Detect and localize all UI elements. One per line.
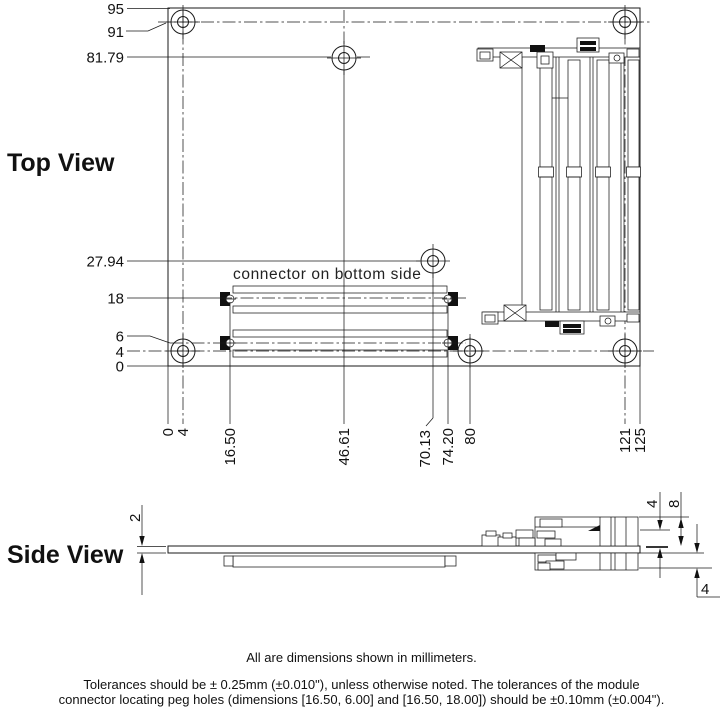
dim-4-bottom: 4 [701,581,710,598]
dim-board-thickness [127,505,166,595]
sodimm-top-latch [477,38,640,68]
side-view-title: Side View [7,541,124,569]
centerlines [127,10,654,424]
dim-74-20: 74.20 [440,428,457,466]
dim-27-94: 27.94 [86,253,124,271]
dim-bottom-clearance [639,524,720,598]
dim-81-79: 81.79 [86,49,124,67]
dim-70-13: 70.13 [417,430,434,468]
dim-stack-height [639,492,689,578]
side-board [168,546,640,553]
dim-4-top: 4 [644,499,661,508]
mounting-hole [608,334,642,368]
mounting-hole [166,5,200,39]
mounting-hole [327,41,361,75]
sodimm-socket-top-view [477,38,641,334]
left-dimension-leaders [126,9,466,367]
peg-holes [224,295,454,347]
side-bottom-connector [224,556,456,567]
units-note: All are dimensions shown in millimeters. [246,650,477,665]
dim-b0: 0 [160,428,177,437]
top-view-title: Top View [7,149,115,177]
side-sodimm-lower [535,553,638,570]
dim-0: 0 [115,358,124,376]
dim-46-61: 46.61 [336,428,353,466]
dim-125: 125 [632,428,649,454]
mounting-hole [453,334,487,368]
dim-2: 2 [127,513,144,522]
dim-6: 6 [115,328,124,346]
side-view [7,492,720,598]
dim-80: 80 [462,428,479,445]
left-dimension-labels [86,1,124,376]
side-sodimm-upper [482,517,638,546]
dim-16-50: 16.50 [222,428,239,466]
connector-note: connector on bottom side [233,266,422,283]
dim-95: 95 [107,1,124,18]
dim-4: 4 [115,344,124,361]
top-view [7,1,654,468]
dim-18: 18 [107,290,124,308]
tolerance-note-line1: Tolerances should be ± 0.25mm (±0.010"), unless otherwise noted. The tolerances of the module [83,677,640,692]
dim-121: 121 [617,428,634,454]
tolerance-note-line2: connector locating peg holes (dimensions [16.50, 6.00] and [16.50, 18.00]) should be ±0.10mm (±0.004"). [58,692,665,707]
bottom-dimension-labels [160,428,649,468]
dim-91: 91 [107,24,124,41]
dim-8: 8 [666,499,683,508]
dim-b4: 4 [175,428,192,437]
sodimm-bottom-latch [482,305,640,334]
mounting-hole [608,5,642,39]
bottom-extension-lines [168,70,640,426]
mounting-hole [166,334,200,368]
